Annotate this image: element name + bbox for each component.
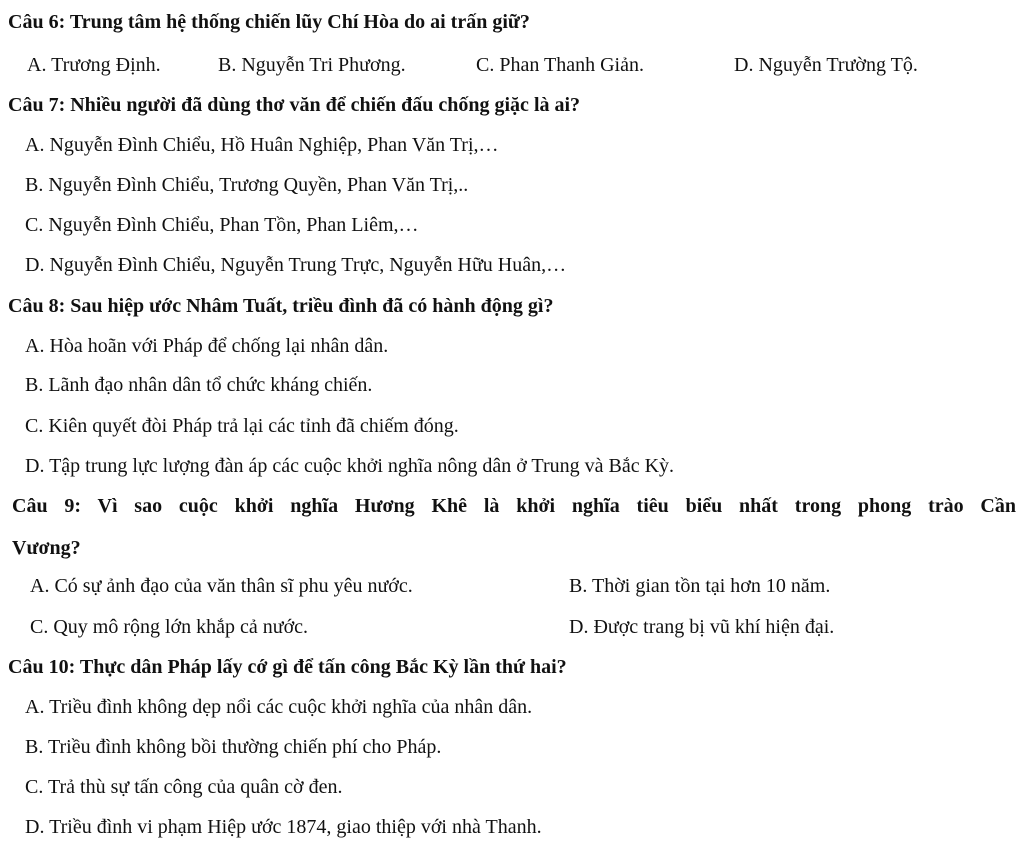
question-7-option-a: A. Nguyễn Đình Chiểu, Hồ Huân Nghiệp, Phan Văn Trị,… — [25, 134, 499, 156]
question-8-heading: Câu 8: Sau hiệp ước Nhâm Tuất, triều đình đã có hành động gì? — [8, 295, 554, 317]
question-10-option-c: C. Trả thù sự tấn công của quân cờ đen. — [25, 776, 343, 798]
question-8-option-b: B. Lãnh đạo nhân dân tổ chức kháng chiến. — [25, 374, 373, 396]
question-9-heading-line-2: Vương? — [12, 537, 81, 559]
question-6-option-c: C. Phan Thanh Giản. — [476, 54, 644, 76]
question-9-option-b: B. Thời gian tồn tại hơn 10 năm. — [569, 575, 831, 597]
question-6-option-d: D. Nguyễn Trường Tộ. — [734, 54, 918, 76]
question-7-option-d: D. Nguyễn Đình Chiểu, Nguyễn Trung Trực, Nguyễn Hữu Huân,… — [25, 254, 567, 276]
question-10-option-b: B. Triều đình không bồi thường chiến phí cho Pháp. — [25, 736, 442, 758]
question-9-heading-line-1: Câu 9: Vì sao cuộc khởi nghĩa Hương Khê là khởi nghĩa tiêu biểu nhất trong phong trào Cần — [12, 495, 1016, 517]
question-9-option-a: A. Có sự ảnh đạo của văn thân sĩ phu yêu nước. — [30, 575, 413, 597]
question-10-option-d: D. Triều đình vi phạm Hiệp ước 1874, giao thiệp với nhà Thanh. — [25, 816, 542, 838]
question-7-heading: Câu 7: Nhiều người đã dùng thơ văn để chiến đấu chống giặc là ai? — [8, 94, 581, 116]
question-7-option-b: B. Nguyễn Đình Chiểu, Trương Quyền, Phan Văn Trị,.. — [25, 174, 469, 196]
question-6-heading: Câu 6: Trung tâm hệ thống chiến lũy Chí Hòa do ai trấn giữ? — [8, 11, 530, 33]
question-8-option-c: C. Kiên quyết đòi Pháp trả lại các tỉnh đã chiếm đóng. — [25, 415, 459, 437]
question-8-option-a: A. Hòa hoãn với Pháp để chống lại nhân dân. — [25, 335, 389, 357]
question-6-option-a: A. Trương Định. — [27, 54, 161, 76]
question-9-option-c: C. Quy mô rộng lớn khắp cả nước. — [30, 616, 309, 638]
question-6-option-b: B. Nguyễn Tri Phương. — [218, 54, 406, 76]
question-7-option-c: C. Nguyễn Đình Chiểu, Phan Tồn, Phan Liêm,… — [25, 214, 419, 236]
question-8-option-d: D. Tập trung lực lượng đàn áp các cuộc khởi nghĩa nông dân ở Trung và Bắc Kỳ. — [25, 455, 675, 477]
question-9-option-d: D. Được trang bị vũ khí hiện đại. — [569, 616, 835, 638]
question-10-option-a: A. Triều đình không dẹp nổi các cuộc khởi nghĩa của nhân dân. — [25, 696, 533, 718]
question-10-heading: Câu 10: Thực dân Pháp lấy cớ gì để tấn công Bắc Kỳ lần thứ hai? — [8, 656, 567, 678]
